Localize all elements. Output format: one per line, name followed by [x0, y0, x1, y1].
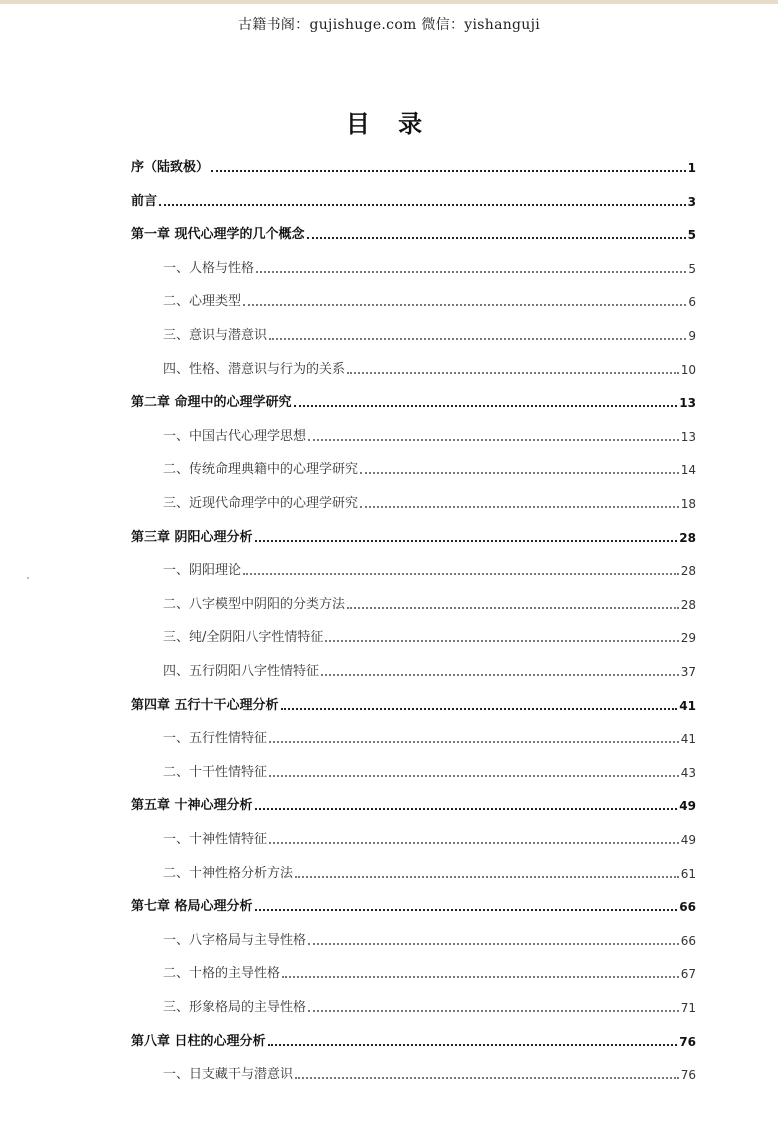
toc-section-entry[interactable]	[163, 626, 696, 646]
dot-leader	[347, 372, 679, 374]
toc-chapter-entry[interactable]	[131, 190, 696, 210]
top-border	[0, 0, 778, 4]
toc-section-entry[interactable]	[163, 425, 696, 445]
toc-section-entry[interactable]	[163, 660, 696, 680]
dot-leader	[269, 775, 679, 777]
toc-entry-page-number: 66	[679, 900, 696, 915]
toc-entry-label: 第五章 十神心理分析	[131, 798, 253, 814]
dot-leader	[255, 808, 678, 810]
dot-leader	[255, 909, 678, 911]
toc-chapter-entry[interactable]	[131, 794, 696, 814]
dot-leader	[325, 640, 678, 642]
dot-leader	[243, 304, 686, 306]
toc-entry-page-number: 5	[688, 261, 696, 276]
toc-entry-label: 四、五行阴阳八字性情特征	[163, 664, 320, 679]
toc-entry-page-number: 1	[687, 161, 696, 175]
toc-entry-label: 一、八字格局与主导性格	[163, 932, 307, 948]
toc-entry-label: 一、人格与性格	[163, 260, 255, 276]
toc-chapter-entry[interactable]	[131, 391, 696, 411]
toc-section-entry[interactable]	[163, 761, 696, 781]
dot-leader	[269, 842, 679, 844]
dot-leader	[321, 674, 679, 676]
toc-entry-label: 一、日支藏干与潜意识	[163, 1067, 294, 1083]
dot-leader	[269, 338, 686, 340]
toc-entry-page-number: 49	[680, 833, 696, 847]
toc-entry-page-number: 10	[680, 362, 696, 377]
toc-entry-page-number: 66	[680, 933, 696, 948]
toc-entry-label: 三、形象格局的主导性格	[163, 1000, 307, 1015]
toc-section-entry[interactable]	[163, 458, 696, 478]
dot-leader	[281, 708, 678, 710]
toc-section-entry[interactable]	[163, 1063, 696, 1083]
page-title: 目 录	[345, 110, 433, 138]
toc-chapter-entry[interactable]	[131, 895, 696, 915]
toc-entry-label: 一、十神性情特征	[163, 832, 268, 847]
dot-leader	[308, 1010, 679, 1012]
toc-entry-label: 二、心理类型	[163, 294, 242, 310]
toc-entry-label: 序（陆致极）	[131, 160, 210, 175]
dot-leader	[307, 237, 686, 239]
toc-chapter-entry[interactable]	[131, 223, 696, 243]
toc-entry-label: 三、近现代命理学中的心理学研究	[163, 496, 359, 511]
toc-entry-page-number: 14	[680, 463, 696, 478]
toc-section-entry[interactable]	[163, 257, 696, 277]
dot-leader	[308, 943, 679, 945]
toc-section-entry[interactable]	[163, 492, 696, 512]
toc-section-entry[interactable]	[163, 324, 696, 344]
toc-chapter-entry[interactable]	[131, 526, 696, 546]
toc-chapter-entry[interactable]	[131, 156, 696, 176]
toc-entry-page-number: 9	[688, 329, 696, 343]
toc-section-entry[interactable]	[163, 593, 696, 613]
toc-section-entry[interactable]	[163, 962, 696, 982]
toc-entry-page-number: 76	[679, 1034, 696, 1049]
toc-section-entry[interactable]	[163, 358, 696, 378]
dot-leader	[282, 976, 679, 978]
toc-entry-label: 三、意识与潜意识	[163, 328, 268, 343]
dot-leader	[360, 506, 679, 508]
toc-entry-page-number: 18	[680, 497, 696, 511]
toc-entry-label: 前言	[131, 193, 158, 209]
toc-entry-page-number: 71	[680, 1001, 696, 1015]
dot-leader	[268, 1044, 678, 1046]
toc-entry-label: 二、十神性格分析方法	[163, 865, 294, 881]
toc-entry-label: 四、性格、潜意识与行为的关系	[163, 361, 346, 377]
toc-entry-page-number: 41	[680, 732, 696, 747]
toc-entry-label: 第七章 格局心理分析	[131, 899, 253, 915]
toc-entry-page-number: 13	[680, 429, 696, 444]
toc-entry-page-number: 28	[680, 597, 696, 612]
toc-entry-label: 第八章 日柱的心理分析	[131, 1033, 266, 1049]
toc-entry-label: 二、十格的主导性格	[163, 966, 281, 982]
toc-entry-label: 一、五行性情特征	[163, 731, 268, 747]
toc-entry-page-number: 43	[680, 765, 696, 780]
toc-entry-page-number: 28	[680, 564, 696, 579]
dot-leader	[256, 271, 686, 273]
dot-leader	[294, 405, 678, 407]
dot-leader	[255, 540, 678, 542]
dot-leader	[269, 741, 679, 743]
toc-entry-page-number: 61	[680, 866, 696, 881]
dot-leader	[347, 607, 679, 609]
toc-entry-label: 二、十干性情特征	[163, 764, 268, 780]
toc-entry-page-number: 28	[679, 530, 696, 545]
toc-section-entry[interactable]	[163, 290, 696, 310]
dot-leader	[295, 876, 679, 878]
toc-section-entry[interactable]	[163, 862, 696, 882]
toc-entry-label: 一、阴阳理论	[163, 563, 242, 579]
toc-entry-page-number: 41	[679, 698, 696, 713]
toc-entry-label: 二、传统命理典籍中的心理学研究	[163, 462, 359, 478]
toc-entry-page-number: 76	[680, 1068, 696, 1083]
toc-entry-page-number: 29	[680, 631, 696, 646]
toc-section-entry[interactable]	[163, 727, 696, 747]
dot-leader	[295, 1077, 679, 1079]
toc-entry-label: 第一章 现代心理学的几个概念	[131, 227, 305, 243]
dot-leader	[308, 439, 679, 441]
toc-entry-page-number: 6	[688, 295, 696, 310]
toc-entry-label: 第二章 命理中的心理学研究	[131, 395, 292, 411]
toc-entry-page-number: 13	[679, 396, 696, 411]
dot-leader	[243, 573, 679, 575]
toc-entry-label: 二、八字模型中阴阳的分类方法	[163, 596, 346, 612]
toc-section-entry[interactable]	[163, 559, 696, 579]
toc-entry-page-number: 49	[679, 799, 696, 814]
toc-entry-page-number: 67	[680, 967, 696, 982]
toc-section-entry[interactable]	[163, 929, 696, 949]
toc-entry-label: 三、纯/全阴阳八字性情特征	[163, 630, 324, 646]
toc-chapter-entry[interactable]	[131, 1030, 696, 1050]
toc-entry-page-number: 37	[680, 665, 696, 679]
dot-leader	[360, 472, 679, 474]
toc-entry-label: 第四章 五行十干心理分析	[131, 697, 279, 713]
toc-chapter-entry[interactable]	[131, 694, 696, 714]
toc-section-entry[interactable]	[163, 828, 696, 848]
dot-leader	[211, 170, 686, 172]
toc-entry-label: 一、中国古代心理学思想	[163, 428, 307, 444]
watermark-header: 古籍书阁：gujishuge.com 微信：yishanguji	[237, 17, 541, 33]
toc-entry-page-number: 3	[687, 194, 696, 209]
toc-section-entry[interactable]	[163, 996, 696, 1016]
toc-entry-label: 第三章 阴阳心理分析	[131, 529, 253, 545]
scan-speck	[27, 577, 29, 579]
toc-entry-page-number: 5	[687, 228, 696, 243]
dot-leader	[159, 204, 686, 206]
